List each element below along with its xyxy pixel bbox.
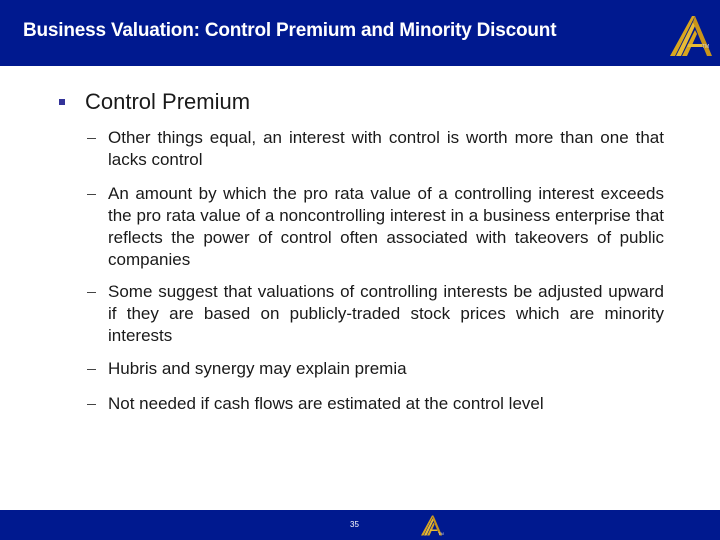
page-number: 35 <box>350 520 359 529</box>
footer-bar <box>0 510 720 540</box>
header-bar <box>0 0 720 66</box>
sub-bullet-text: Other things equal, an interest with control is worth more than one that lacks control <box>108 128 664 169</box>
trademark-mark: TM <box>438 531 444 536</box>
slide-title: Business Valuation: Control Premium and Minority Discount <box>23 20 557 41</box>
dash-bullet-icon <box>87 138 96 139</box>
sub-bullet-text: Hubris and synergy may explain premia <box>108 359 407 378</box>
dash-bullet-icon <box>87 369 96 370</box>
dash-bullet-icon <box>87 194 96 195</box>
main-bullet-heading: Control Premium <box>85 89 251 114</box>
trademark-mark: TM <box>702 44 710 50</box>
stylized-a-logo-icon <box>662 12 714 58</box>
dash-bullet-icon <box>87 292 96 293</box>
square-bullet-icon <box>59 99 65 105</box>
sub-bullet-text: An amount by which the pro rata value of a controlling interest exceeds the pro rata value of a noncontrolling interest in a business enterprise that reflects the power of control often associated with takeovers of public companies <box>108 184 664 269</box>
sub-bullet-text: Some suggest that valuations of controlling interests be adjusted upward if they are based on publicly-traded stock prices which are minority interests <box>108 282 664 345</box>
sub-bullet-text: Not needed if cash flows are estimated at the control level <box>108 394 544 413</box>
dash-bullet-icon <box>87 404 96 405</box>
